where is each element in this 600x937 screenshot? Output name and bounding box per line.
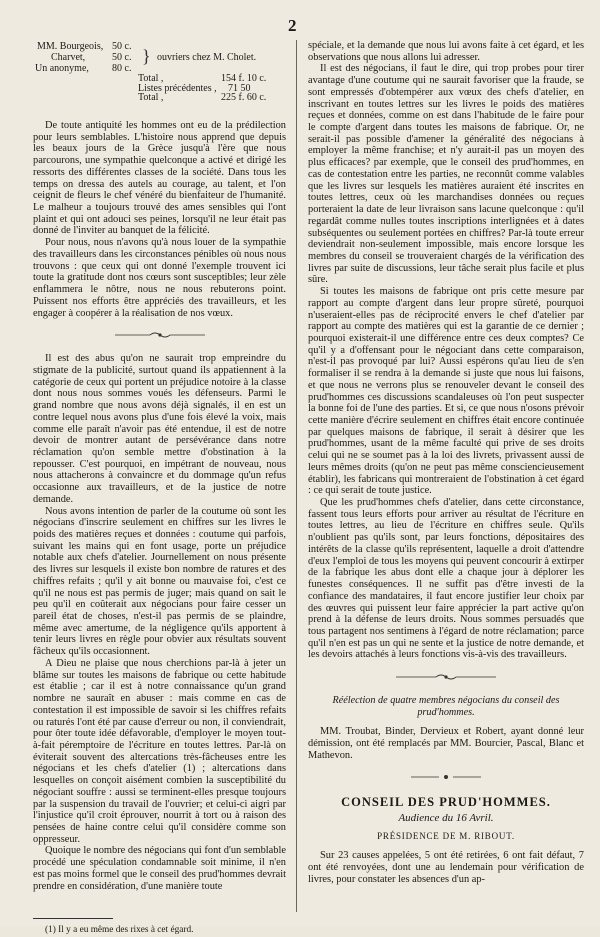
article-paragraph: spéciale, et la demande que nous lui avons faite à cet égard, et les observations que nous allons lui adresser.	[308, 40, 584, 63]
ornament-divider	[308, 761, 584, 779]
brace: }	[142, 46, 151, 66]
subscriber-name: MM. Bourgeois,	[37, 41, 104, 52]
previous-label: Listes précédentes ,	[138, 83, 217, 94]
article-paragraph: A Dieu ne plaise que nous cherchions par-là à jeter un blâme sur toutes les maisons de fabrique ou cette habitude est établie ; car il est à notre connaissance qu'un grand nombre ne sauraît en abuser : mais comme en cas de contestation il est impossible de savoir si les chiffres refaits ou raturés l'ont été par cause d'erreur ou non, il conviendrait, pour ôter toute idée défavorable, d'employer le moyen tout-à-fait péremptoire de l'écriture en toutes lettres. Par-là on éviterait souvent des altercations très-fâcheuses entre les négocians et les chefs d'atelier (1) ; altercations dans lesquelles on conçoit aisément combien la susceptibilité du négociant souffre : aussi se terminent-elles presque toujours par la suspension du travail de l'ouvrier; et celui-ci aigri par l'injustice qu'il croit éprouver, nourrit à tort ou à raison des pensées de haine contre celui qu'il considère comme son oppresseur.	[33, 657, 286, 845]
subscriber-name: Un anonyme,	[35, 63, 89, 74]
article-paragraph: Nous avons intention de parler de la coutume où sont les négocians d'inscrire seulement en chiffres sur les livres le poids des matières reçues et données : coutume qui parfois, suivant les mains qui en font usage, porte un préjudice notable aux chefs d'atelier. Journellement on nous présente des livres sur lesquels il existe bon nombre de ratures et des chiffres refaits ; qu'il y ait bonne ou mauvaise foi, c'est ce qu'il ne nous est pas permis de juger; mais quand on sait le peu qu'il en coûterait aux négocians pour faire cesser un pareil état de choses, n'est-il pas permis de se plaindre, même avec amertume, de la négligence qu'ils apportent à tenir leurs livres en règle pour obvier aux résultats souvent fâcheux qu'ils occasionnent.	[33, 505, 286, 658]
article-paragraph: Sur 23 causes appelées, 5 ont été retirées, 6 ont fait défaut, 7 ont été renvoyées, dont une au lendemain pour vérification de livres, pour constater les absences d'un ap-	[308, 850, 584, 885]
previous-value: 71 50	[228, 83, 251, 94]
presidence-line: PRÉSIDENCE DE M. RIBOUT.	[377, 830, 515, 841]
subscriber-amount: 50 c.	[112, 52, 132, 63]
article-paragraph: Pour nous, nous n'avons qu'à nous louer de la sympathie des travailleurs dans les circonstances pénibles où nous nous trouvons : que ceux qui ont donné l'exemple trouvent ici toute la gratitude dont nos cœurs sont susceptibles; leur zèle enflammera le nôtre, nous ne nous rebuterons point. Puissent nos efforts être appréciés des travailleurs, et les engager à coopérer à la réalisation de nos vœux.	[33, 237, 286, 319]
left-column	[33, 40, 286, 937]
audience-date: Audience du 16 Avril.	[398, 811, 494, 824]
ornament-divider	[308, 661, 584, 687]
total-value: 154 f. 10 c.	[221, 73, 267, 84]
article-paragraph: Il est des négocians, il faut le dire, qui trop probes pour tirer avantage d'une coutume qui ne saurait favoriser que la fraude, se sont empressés d'obtempérer aux vœux des chefs d'atelier, en inscrivant en toutes lettres sur les livres le poids des matières reçues et données, comme on est dans l'habitude de le faire pour le compte d'argent dans toutes les maisons de fabrique. Or, ne serait-il pas possible d'amener la généralité des négocians à employer la même franchise; et n'y aurait-il pas un moyen des plus efficaces? par exemple, que le conseil des prud'hommes, en cas de contestation entre les parties, ne reconnût comme valables que les livres sur lesquels les matières auraient été inscrites en toutes lettres, ceux où les marchandises données ou reçues porteraient la date de leur livraison sans lacune quelconque : qu'il regardât comme nulles toutes inscriptions interlignées et à dates subséquentes ou seulement portées en chiffres? Par-là toute erreur deviendrait non-seulement impossible, mais encore lorsque les membres du conseil se trouveraient chargés de la vérification des livres par suite de discussions, leur tâche serait plus facile et plus sûre.	[308, 63, 584, 286]
subscriber-amount: 80 c.	[112, 63, 132, 74]
article-paragraph: Si toutes les maisons de fabrique ont pris cette mesure par rapport au compte d'argent dans leur propre sûreté, pourquoi n'useraient-elles pas de réciprocité envers le chef d'atelier par rapport au compte des matières qui est la garantie de ce dernier ; pourquoi existerait-il une différence entre ces deux comptes? Ce qu'il y a d'offensant pour le négociant dans cette comparaison, n'est-il pas provoqué par lui? Aussi espérons qu'au lieu de s'en formaliser il se rendra à la demande si juste que nous lui faisons, et que nous ne verrons plus se renouveler devant le conseil des prud'hommes ces discussions scandaleuses où l'on peut suspecter la bonne foi de l'une des parties. Et si, ce que nous n'osons prévoir cette manière d'écrire seulement en chiffres était encore continuée par quelques maisons de fabrique, il serait à désirer que les prud'hommes, usant de la même faculté qui prive de ses droits celui qui ne se soumet pas à la loi des livrets, privassent aussi de leurs mêmes droits (qu'on ne peut pas même consciencieusement établir), les fabricans qui montreraient de l'obstination à cet égard : ce qui serait de toute justice.	[308, 286, 584, 497]
grand-total-value: 225 f. 60 c.	[221, 92, 267, 103]
footnote: (1) Il y a eu même des rixes à cet égard.	[45, 925, 194, 936]
election-caption: Réélection de quatre membres négocians du conseil des prud'hommes.	[332, 695, 560, 718]
footnote-rule	[33, 918, 113, 919]
grand-total-label: Total ,	[138, 92, 164, 103]
subscriber-amount: 50 c.	[112, 41, 132, 52]
total-label: Total ,	[138, 73, 164, 84]
section-title: CONSEIL DES PRUD'HOMMES.	[341, 795, 551, 810]
subscription-list	[33, 40, 286, 102]
ornament-divider	[33, 319, 286, 353]
group-label: ouvriers chez M. Cholet.	[157, 52, 257, 63]
right-column	[308, 40, 584, 886]
election-paragraph: MM. Troubat, Binder, Dervieux et Robert, ayant donné leur démission, ont été remplacés par MM. Bourcier, Pascal, Blanc et Mathevon.	[308, 726, 584, 761]
article-paragraph: De toute antiquité les hommes ont eu de la prédilection pour leurs semblables. L'histoire nous apprend que depuis les beaux jours de la Grèce jusqu'à l'ère que nous parcourons, une sympathie quelconque a activé et dirigé les ressorts des différentes classes de la société. Dans tous les temps on dressa des autels au courage, au talent, et l'on ceignit de fleurs le chef vénéré du bienfaiteur de l'humanité. Le malheur a toujours trouvé des ames sensibles qui l'ont plaint et qui ont adouci ses peines, lorsqu'il ne leur était pas donné de l'inviter au banquet de la félicité.	[33, 120, 286, 237]
column-divider	[296, 40, 297, 912]
article-paragraph: Il est des abus qu'on ne saurait trop empreindre du stigmate de la publicité, surtout quand ils appatiennent à la catégorie de ceux qui portent un préjudice notoire à la classe dont nous nous sommes voués les défenseurs. Parmi le grand nombre que nous avons déjà signalés, il en est un contre lequel nous avons plus d'une fois élevé la voix, mais comme elle paraît n'avoir pas été entendue, il est de notre devoir de montrer autant de persévérance dans notre réclamation qu'on semble mettre d'obstination à la repousser. C'est pourquoi, en impétrant de nouveau, nous nous attacherons à convaincre et du dommage qu'un refus occasionne aux travailleurs, et de la justice de notre demande.	[33, 353, 286, 505]
article-paragraph: Quoique le nombre des négocians qui font d'un semblable procédé une spéculation condamnable soit minime, il n'en est pas moins formel que le conseil des prud'hommes devrait prendre en considération, d'une manière toute	[33, 845, 286, 892]
subscriber-name: Charvet,	[51, 52, 86, 63]
page-number: 2	[288, 16, 297, 35]
article-paragraph: Que les prud'hommes chefs d'atelier, dans cette circonstance, fassent tous leurs efforts pour arriver au résultat de l'écriture en toutes lettres, au lieu de l'écriture en chiffres seule. Qu'ils n'oublient pas qu'ils sont, par leurs fonctions, dépositaires des intérêts de la classe qu'ils représentent, laquelle a droit d'attendre d'eux l'emploi de tous les moyens qui peuvent concourir à extirper de la fabrique les abus dont elle a chaque jour à déplorer les funestes conséquences. Il ne suffit pas d'être investi de la confiance des mandataires, il faut encore justifier leur choix par des œuvres qui puissent leur faire apprécier la part active qu'on prend à la défense de leurs droits. Nous sommes persuadés que tous partagent nos sentimens à l'égard de notre réclamation; parce qu'il n'en est pas un qui ne sente et la justice de notre demande, et les devoirs attachés à leurs fonctions vis-à-vis des travailleurs.	[308, 497, 584, 661]
